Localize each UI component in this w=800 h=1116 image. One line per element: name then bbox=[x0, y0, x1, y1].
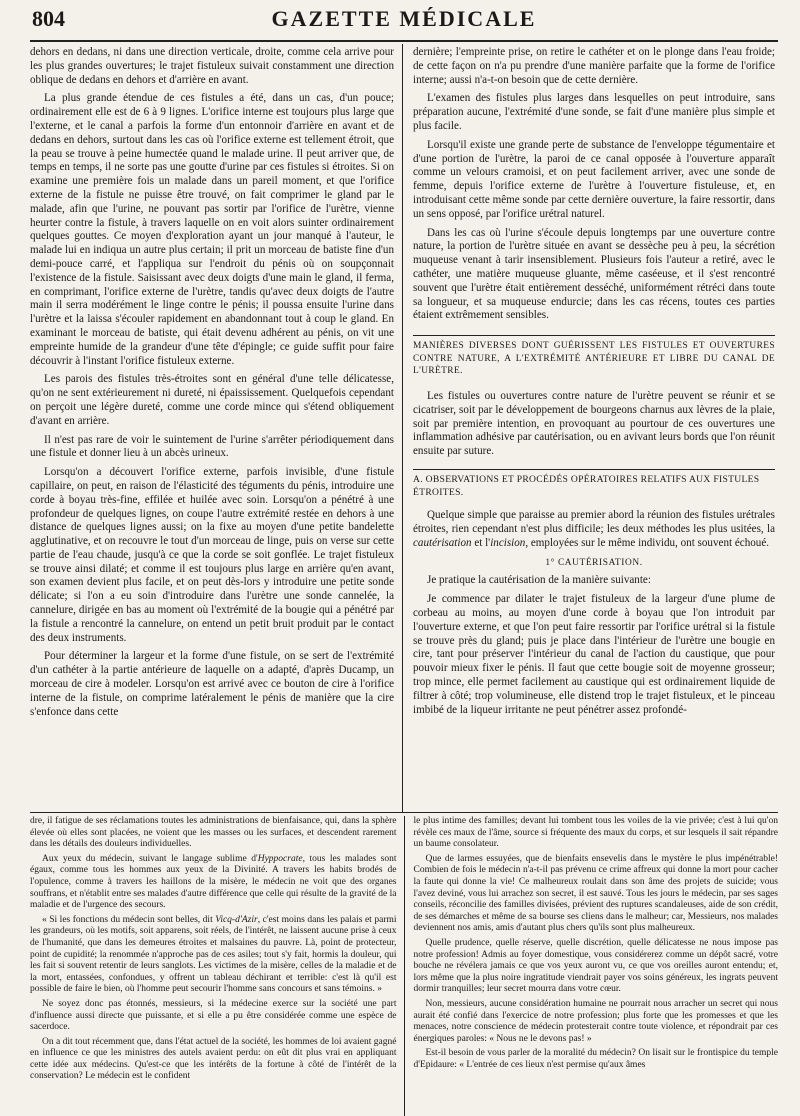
main-article bbox=[30, 42, 778, 813]
page-header bbox=[30, 0, 778, 42]
text-run: , employées sur le même individu, ont souvent échoué. bbox=[525, 536, 770, 549]
paragraph: La plus grande étendue de ces fistules a été, dans un cas, d'un pouce; ordinairement elle est de 6 à 9 lignes. L'orifice interne est toujours plus large que l'externe, et le canal a parfois la forme d'un entonnoir d'arrière en avant et de dedans en dehors, surtout dans les cas où l'orifice externe est tellement étroit, que la peau se trouve à peine humectée quand le malade urine. Il peut arriver que, de temps en temps, il ne sorte pas une goutte d'urine par ces fistules si étroites. Si on examine une première fois un malade dans un pareil moment, et que l'orifice externe de la fistule ne puisse être trouvé, on fait comprimer le gland par le malade, afin que l'urine, ne pouvant pas sortir par l'orifice de l'urètre, vienne heurter contre la fistule, à travers laquelle on en voit alors suinter ordinairement quelques gouttes. Ce moyen d'exploration ayant un jour manqué à l'auteur, le malade lui en indiqua un autre plus certain; il prit un morceau de batiste fine d'un demi-pouce carré, et l'appliqua sur l'endroit du pénis où on soupçonnait l'existence de la fistule. Saisissant avec deux doigts d'une main le gland, il ferma, en comprimant, l'orifice externe de l'urètre, tandis qu'avec deux doigts de l'autre main il serra modérément le linge contre le pénis; il poussa ensuite l'urine dans l'urètre et la laissa s'écouler rapidement en abandonnant tout à coup le gland. En examinant le morceau de batiste, qui était devenu adhérent au pénis, on vit une empreinte humide de la grandeur d'une tête d'épingle; ce guide suffit pour faire découvrir à l'instant l'orifice fistuleux externe. bbox=[30, 92, 394, 367]
paragraph: Il n'est pas rare de voir le suintement de l'urine s'arrêter périodiquement dans une fistule et donner lieu à un abcès urineux. bbox=[30, 433, 394, 460]
emphasis: cautérisation bbox=[413, 536, 472, 549]
paragraph: Quelle prudence, quelle réserve, quelle discrétion, quelle délicatesse ne nous impose pas notre profession! Admis au foyer domestique, vous considérerez comme un dépôt sacré, votre bouche ne révélera jamais ce que vos yeux auront vu, ce que vos oreilles auront entendu; et, lors même que la plus noire ingratitude viendrait payer vos soins généreux, les ingrats peuvent dormir tranquilles; leur secret mourra dans votre cœur. bbox=[413, 937, 778, 995]
paragraph: dernière; l'empreinte prise, on retire le cathéter et on le plonge dans l'eau froide; de cette façon on n'a pu prendre d'une manière parfaite que la forme de l'orifice interne; aussi n'a-t-on besoin que de cette dernière. bbox=[413, 46, 775, 86]
paragraph: dehors en dedans, ni dans une direction verticale, droite, comme cela arrive pour les plus grandes ouvertures; le trajet fistuleux suivait constamment une direction oblique de dedans en dehors et d'arrière en avant. bbox=[30, 46, 394, 86]
feuilleton-left-column bbox=[30, 816, 404, 1116]
section-heading: MANIÈRES DIVERSES DONT GUÉRISSENT LES FISTULES ET OUVERTURES CONTRE NATURE, A L'EXTRÉMITÉ ANTÉRIEURE ET LIBRE DU CANAL DE L'URÈTRE. bbox=[413, 335, 775, 378]
page-number: 804 bbox=[32, 6, 65, 31]
paragraph: Je pratique la cautérisation de la manière suivante: bbox=[427, 574, 651, 587]
paragraph bbox=[30, 854, 397, 912]
paragraph bbox=[413, 509, 775, 550]
paragraph: L'examen des fistules plus larges dans lesquelles on peut introduire, sans préparation aucune, l'extrémité d'une sonde, se fait d'une manière plus simple et plus facile. bbox=[413, 92, 775, 132]
text-run: Aux yeux du médecin, suivant le langage sublime d' bbox=[42, 853, 258, 864]
paragraph: Dans les cas où l'urine s'écoule depuis longtemps par une ouverture contre nature, la portion de l'urètre située en avant se dessèche peu à peu, la sécrétion muqueuse venant à tarir insensiblement. Plusieurs fois l'auteur a retiré, avec le cathéter, une matière muqueuse gluante, même caséeuse, et il s'est rencontré souvent que l'urètre était entièrement desséché, uniformément rétréci dans toute sa longueur, et sa muqueuse endurcie; dans les cas récens, toutes ces parties étaient extrêmement sensibles. bbox=[413, 226, 775, 322]
emphasis: Hyppocrate bbox=[257, 853, 303, 864]
journal-title: GAZETTE MÉDICALE bbox=[271, 6, 537, 31]
paragraph: Pour déterminer la largeur et la forme d'une fistule, on se sert de l'extrémité d'un cathéter à la partie antérieure de laquelle on a adapté, d'après Ducamp, un morceau de cire à modeler. Lorsqu'on est arrivé avec ce bouton de cire à l'orifice interne de la fistule, on comprime latéralement le pénis de manière que la cire s'enfonce dans cette bbox=[30, 650, 394, 718]
left-column bbox=[30, 42, 402, 812]
paragraph: le plus intime des familles; devant lui tombent tous les voiles de la vie privée; c'est à lui qu'on révèle ces maux de l'âme, source si fréquente des maux du corps, et sur lesquels il sait répandre un baume consolateur. bbox=[413, 816, 778, 850]
paragraph: Les parois des fistules très-étroites sont en général d'une telle délicatesse, qu'on ne sent extérieurement ni dureté, ni épaississement. Quelquefois cependant on perçoit une légère dureté, comme une corde mince qui s'étend obliquement d'avant en arrière. bbox=[30, 373, 394, 427]
paragraph: Je commence par dilater le trajet fistuleux de la largeur d'une plume de corbeau au moins, au moyen d'une corde à boyau que l'on introduit par l'ouverture externe, et que l'on peut faire ressortir par l'orifice urétral si la fistule se trouve près du gland; puis je place dans l'intérieur de l'urètre une bougie en cire, tant pour préserver l'intérieur du canal de l'action du caustique, que pour pouvoir mieux fixer le pénis. Il faut que cette bougie soit de moyenne grosseur; trop mince, elle permet facilement au caustique qui est ordinairement liquide de filtrer à côté; trop volumineuse, elle distend trop le trajet fistuleux, et le pinceau imbibé de la liqueur irritante ne peut pénétrer assez profondé- bbox=[413, 593, 775, 716]
right-column bbox=[403, 42, 775, 812]
paragraph bbox=[30, 915, 397, 996]
text-run: , c'est moins dans les palais et parmi les grandeurs, où les motifs, soit apparens, soit réels, de l'intérêt, ne laissent aucune prise à ceux de l'humanité, que dans les demeures étroites et malsaines du pauvre. Là, point de protecteur, point de cupidité; la renommée n'approche pas de ces asiles; tout s'y fait, hormis la douleur, qui les fait si souvent retentir de leurs sanglots. Les victimes de la misère, celles de la maladie et de la mort, entassées, confondues, y offrent un tableau déchirant et terrible: c'est là qu'il est possible de faire le bien, où l'homme peut secourir l'homme sans concours et sans témoins. » bbox=[30, 914, 397, 995]
emphasis: incision bbox=[490, 536, 526, 549]
paragraph: Lorsqu'on a découvert l'orifice externe, parfois invisible, d'une fistule capillaire, on peut, en raison de l'élasticité des téguments du pénis, introduire une corde à boyau très-fine, effilée et huilée avec soin. Lorsqu'on a pénétré à une profondeur de quelques lignes, on coupe l'autre extrémité restée en dehors à une distance de quelques lignes aussi; on la fixe au moyen d'une petite bandelette agglutinative, et on recouvre le tout d'un morceau de linge, puis on verse sur cette partie de l'eau chaude, jusqu'à ce que la corde se soit gonflée. Le trajet fistuleux se trouve ainsi dilaté; et comme il est toujours plus large en arrière qu'en avant, son examen devient plus facile, et on peut dès-lors y introduire une petite sonde délicate; si l'on a eu soin d'introduire dans l'urètre une sonde cannelée, la cannelure, dirigée en bas au moment où l'extrémité de la bougie qui a pénétré par la fistule a rencontré la cannelure, on entend un petit bruit produit par le contact des deux instruments. bbox=[30, 466, 394, 644]
paragraph: dre, il fatigue de ses réclamations toutes les administrations de bienfaisance, qui, dans la sphère élevée où elles sont placées, ne voient que les masses ou les surfaces, et descendent rarement dans les détails des douleurs individuelles. bbox=[30, 816, 397, 850]
text-run: « Si les fonctions du médecin sont belles, dit bbox=[42, 914, 216, 925]
paragraph: Que de larmes essuyées, que de bienfaits ensevelis dans le mystère le plus impénétrable! Combien de fois le médecin n'a-t-il pas prévenu ce crime affreux qui donne la mort pour cacher la faute qui donne la vie! Ce malheureux roulait dans son âme des projets de suicide; vous l'avez deviné, vous lui arrachez son secret, il est sauvé. Tous les jours le médecin, par ses sages conseils, réconcilie des familles divisées, prévient des ruptures scandaleuses, aide de son crédit, de ses démarches et même de sa bourse ses cliens dans le malheur; car, Messieurs, nos malades deviennent nos amis, amis d'autant plus chers qu'ils sont plus malheureux. bbox=[413, 853, 778, 934]
paragraph: On a dit tout récemment que, dans l'état actuel de la société, les hommes de loi avaient gagné en influence ce que les ministres des autels avaient perdu: on eût dit plus vrai en appliquant cette idée aux médecins. Qu'est-ce que les intérêts de la fortune à côté de l'intérêt de la conservation? Le médecin est le confident bbox=[30, 1036, 397, 1082]
paragraph: Ne soyez donc pas étonnés, messieurs, si la médecine exerce sur la société une part d'influence aussi directe que puissante, et si elle a pu être considérée comme une espèce de sacerdoce. bbox=[30, 998, 397, 1033]
text-run: , tous les malades sont égaux, comme tous les hommes aux yeux de la Divinité. A travers les habits brodés de l'opulence, comme à travers les haillons de la misère, le médecin ne voit que des organes souffrans, et n'établit entre ses malades d'autre différence que celle qui résulte de la gravité de la maladie et de l'urgence des secours. bbox=[30, 853, 397, 911]
paragraph: Lorsqu'il existe une grande perte de substance de l'enveloppe tégumentaire et d'une portion de l'urètre, la paroi de ce canal opposée à l'ouverture apparaît comme un velours cramoisi, et on peut facilement arriver, avec une sonde de femme, depuis l'orifice externe de l'urètre à l'ouverture fistuleuse, et, en introduisant cette même sonde par cette dernière ouverture, la faire ressortir, dans un sens opposé, par l'orifice urétral naturel. bbox=[413, 138, 775, 220]
text-run: et l' bbox=[471, 536, 491, 549]
feuilleton-right-column bbox=[405, 816, 779, 1116]
feuilleton bbox=[30, 813, 778, 1116]
paragraph: Les fistules ou ouvertures contre nature de l'urètre peuvent se réunir et se cicatriser, soit par le développement de bourgeons charnus aux lèvres de la plaie, soit par première intention, en provoquant au pourtour de ces ouvertures une inflammation adhésive par cautérisation, ou en avivant leurs bords que l'on réunit ensuite par suture. bbox=[413, 389, 775, 458]
emphasis: Vicq-d'Azir bbox=[215, 914, 258, 925]
numbered-heading: 1° CAUTÉRISATION. bbox=[545, 558, 643, 569]
paragraph: Non, messieurs, aucune considération humaine ne pourrait nous arracher un secret qui nous aurait été confié dans l'exercice de notre profession; plus forte que les promesses et que les menaces, notre conscience de médecin protesterait contre toute violence, et répondrait par ces énergiques paroles: « Nous ne le devons pas! » bbox=[413, 998, 778, 1044]
subsection-heading: A. OBSERVATIONS ET PROCÉDÉS OPÉRATOIRES RELATIFS AUX FISTULES ÉTROITES. bbox=[413, 469, 775, 499]
paragraph: Est-il besoin de vous parler de la moralité du médecin? On lisait sur le frontispice du temple d'Epidaure: « L'entrée de ces lieux n'est permise qu'aux âmes bbox=[413, 1048, 778, 1070]
text-run: Quelque simple que paraisse au premier abord la réunion des fistules urétrales étroites, rien cependant n'est plus difficile; les deux méthodes les plus usitées, la bbox=[413, 509, 775, 535]
